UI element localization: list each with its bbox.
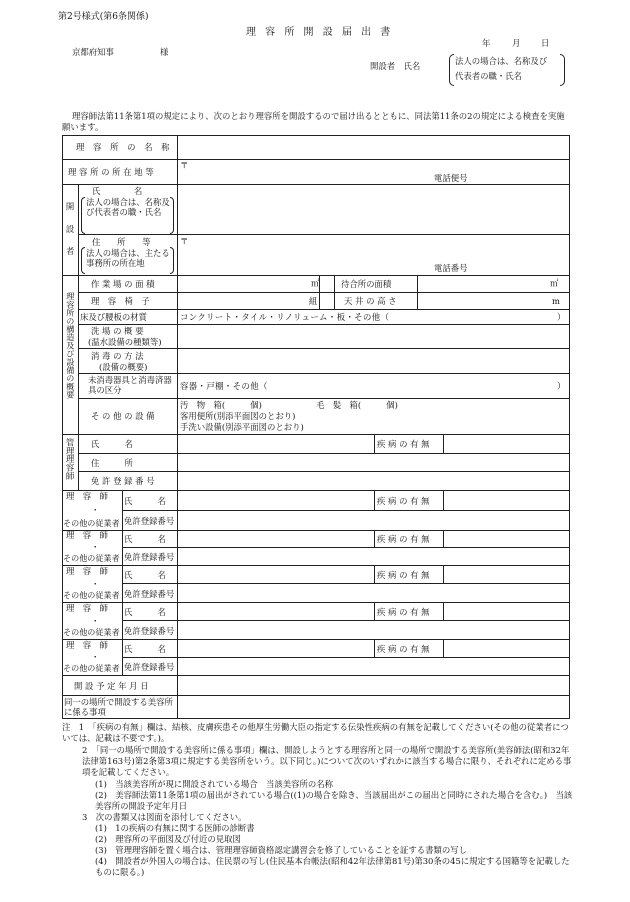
floor-close-paren: ）: [557, 312, 566, 322]
manager-license-label: 免 許 登 録 番 号: [91, 476, 155, 486]
staff-label-2: 理 容 師: [66, 530, 108, 540]
floor-label: 床及び腰板の材質: [80, 312, 147, 322]
staff-other-2: その他の従業者: [63, 553, 120, 563]
manager-address-label: 住 所: [91, 458, 133, 468]
chairs-unit: 組: [309, 296, 318, 306]
staff-label-3: 理 容 師: [66, 566, 108, 576]
staff-disease-5: 疾 病 の 有 無: [377, 644, 430, 654]
staff-dot-3: ・: [91, 579, 100, 589]
date-month: 月: [512, 38, 521, 48]
staff-disease-4: 疾 病 の 有 無: [377, 607, 430, 617]
other-equipment-label: そ の 他 の 設 備: [91, 411, 155, 421]
founder-name-note: 法人の場合は、名称及び代表者の職・氏名: [86, 197, 170, 218]
date-day: 日: [541, 38, 550, 48]
container-close-paren: ）: [557, 381, 566, 391]
sqm-2: ㎡: [550, 278, 559, 288]
staff-dot-1: ・: [91, 505, 100, 515]
postal-mark-2: 〒: [180, 236, 189, 246]
note-3-1: (1) 1の疾病の有無に関する医師の診断書: [95, 823, 255, 833]
founder-group-label: 開設者: [65, 202, 76, 270]
applicant-label: 開設者 氏名: [370, 61, 421, 71]
staff-name-label-2: 氏 名: [124, 534, 166, 544]
page-title: 理 容 所 開 設 届 出 書: [246, 27, 394, 38]
open-date-label: 開 設 予 定 年 月 日: [74, 681, 149, 691]
addressee: 京都府知事: [72, 47, 114, 57]
staff-name-label-4: 氏 名: [124, 607, 166, 617]
staff-dot-5: ・: [91, 652, 100, 662]
dirt-box: 汚 物 箱( 個): [180, 400, 262, 410]
container-label: 未消毒器具と消毒済器具の区分: [88, 375, 172, 396]
staff-license-3: 免許登録番号: [124, 589, 175, 599]
founder-address-label: 住 所 等: [92, 237, 151, 247]
same-place-label: 同一の場所で開設する美容所に係る事項: [64, 697, 173, 718]
note-3: 3 次の書類又は図面を添付してください。: [82, 812, 247, 822]
staff-name-label-1: 氏 名: [124, 496, 166, 506]
form-number: 第2号様式(第6条関係): [58, 12, 149, 22]
floor-options: コンクリート・タイル・リノリューム・板・その他（: [180, 312, 390, 322]
work-area-label: 作 業 場 の 面 積: [91, 279, 155, 289]
staff-disease-2: 疾 病 の 有 無: [377, 534, 430, 544]
staff-disease-1: 疾 病 の 有 無: [377, 496, 430, 506]
disinfect-note: (設備の概要): [99, 362, 148, 372]
founder-name-label: 氏 名: [92, 186, 143, 196]
note-2: 2 「同一の場所で開設する美容所に係る事項」欄は、開設しようとする理容所と同一の場所で開設する美容所(美容師法(昭和32年法律第163号)第2条第3項に規定する美容所をいう。以下同じ。)について次のいずれかに該当する場合に限り、それぞれに定める事項を記載してください。: [82, 745, 572, 777]
ceiling-label: 天 井 の 高 さ: [344, 296, 397, 306]
note-1: 注 1 「疾病の有無」欄は、結核、皮膚疾患その他厚生労働大臣の指定する伝染性疾病の有無を記載してください(その他の従業者については、記載は不要です。)。: [62, 722, 569, 743]
handwash: 手洗い設備(別添平面図のとおり): [180, 422, 304, 432]
manager-group-label: 管理理容師: [65, 438, 76, 480]
hair-box: 毛 髪 箱( 個): [316, 400, 398, 410]
staff-other-4: その他の従業者: [63, 627, 120, 637]
manager-name-label: 氏 名: [91, 439, 133, 449]
staff-label-5: 理 容 師: [66, 640, 108, 650]
postal-mark: 〒: [180, 160, 189, 170]
toilet: 客用便所(別添平面図のとおり): [180, 411, 296, 421]
structure-group-label: 理容所の構造及び設備の概要: [65, 292, 76, 399]
addressee-suffix: 様: [160, 47, 169, 57]
staff-other-5: その他の従業者: [63, 663, 120, 673]
staff-dot-2: ・: [91, 542, 100, 552]
staff-license-2: 免許登録番号: [124, 552, 175, 562]
chairs-label: 理 容 椅 子: [91, 296, 150, 306]
staff-label-1: 理 容 師: [66, 491, 108, 501]
meter-unit: m: [552, 296, 560, 306]
staff-license-5: 免許登録番号: [124, 662, 175, 672]
phone-label-2: 電話番号: [434, 263, 468, 273]
note-3-2: (2) 理容所の平面図及び付近の見取図: [95, 834, 241, 844]
staff-name-label-5: 氏 名: [124, 644, 166, 654]
sqm-1: ㎡: [311, 278, 320, 288]
staff-other-1: その他の従業者: [63, 518, 120, 528]
waiting-area-label: 待合所の面積: [341, 279, 392, 289]
staff-license-1: 免許登録番号: [124, 516, 175, 526]
staff-dot-4: ・: [91, 616, 100, 626]
staff-other-3: その他の従業者: [63, 590, 120, 600]
shop-address-label: 理 容 所 の 所 在 地 等: [68, 167, 154, 177]
staff-name-label-3: 氏 名: [124, 570, 166, 580]
disinfect-label: 消 毒 の 方 法: [91, 351, 144, 361]
date-year: 年: [482, 38, 491, 48]
staff-disease-3: 疾 病 の 有 無: [377, 570, 430, 580]
note-3-4: (4) 開設者が外国人の場合は、住民票の写し(住民基本台帳法(昭和42年法律第81号)第30条の45に規定する国籍等を記載したものに限る。): [95, 856, 570, 877]
applicant-note-1: 法人の場合は、名称及び: [455, 56, 548, 66]
manager-disease-label: 疾 病 の 有 無: [377, 439, 430, 449]
note-3-3: (3) 管理理容師を置く場合は、管理理容師資格認定講習会を修了していることを証する書類の写し: [95, 845, 467, 855]
founder-address-note: 法人の場合は、主たる事務所の所在地: [86, 248, 170, 269]
intro-text: 理容師法第11条第1項の規定により、次のとおり理容所を開設するので届け出るとともに、同法第11条の2の規定による検査を実施願います。: [62, 111, 565, 133]
staff-license-4: 免許登録番号: [124, 626, 175, 636]
wash-label: 洗 場 の 概 要: [91, 326, 144, 336]
shop-name-label: 理 容 所 の 名 称: [76, 142, 173, 152]
note-2-1: (1) 当該美容所が現に開設されている場合 当該美容所の名称: [95, 779, 333, 789]
phone-label: 電話便号: [434, 173, 468, 183]
applicant-note-2: 代表者の職・氏名: [455, 71, 522, 81]
note-2-2: (2) 美容師法第11条第1項の届出がされている場合((1)の場合を除き、当該届出がこの届出と同時にされた場合を含む。) 当該美容所の開設予定年月日: [95, 790, 573, 811]
staff-label-4: 理 容 師: [66, 603, 108, 613]
container-options: 容器・戸棚・その他（: [180, 381, 268, 391]
wash-note: (温水設備の種類等): [88, 337, 162, 347]
